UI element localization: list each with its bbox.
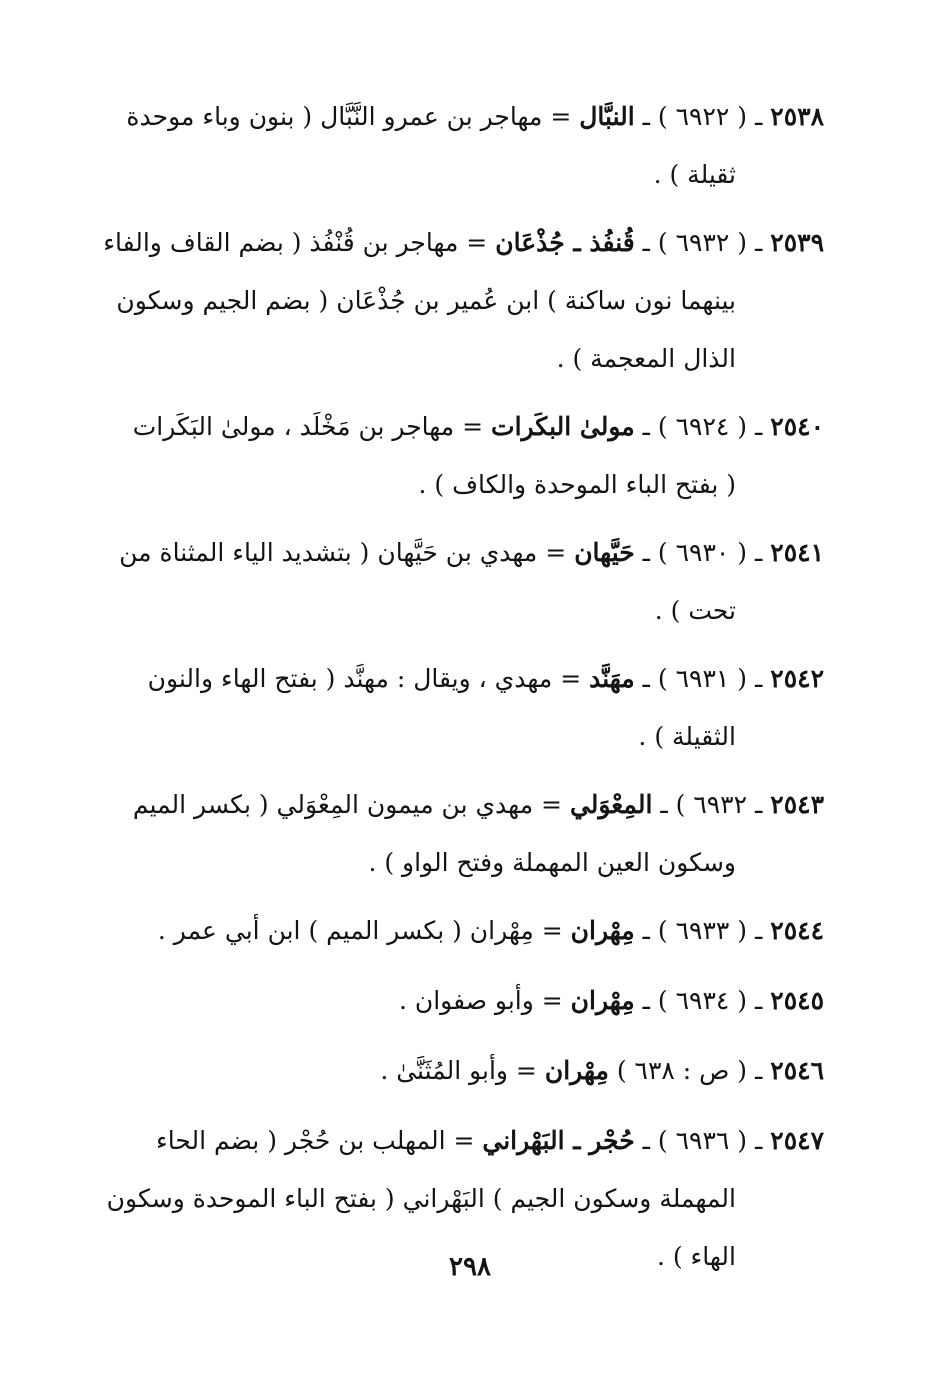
- entry: [72, 650, 824, 766]
- entry-first-line: [72, 776, 824, 834]
- entry-text: = مهاجر بن عمرو النَّبَّال ( بنون وباء موحدة: [126, 102, 572, 131]
- entry-first-line: [72, 398, 824, 456]
- entry-text: = مهاجر بن مَخْلَد ، مولىٰ البَكَرات: [132, 412, 484, 441]
- entry: [72, 1042, 824, 1100]
- entry-first-line: [72, 1042, 824, 1100]
- entry-text: = مهدي بن ميمون المِعْوَلي ( بكسر الميم: [132, 790, 562, 819]
- entry: [72, 214, 824, 388]
- entry-first-line: [72, 902, 824, 960]
- entry-continuation-line: الثقيلة ) .: [638, 722, 736, 751]
- entry-term: مِهْران: [570, 986, 635, 1015]
- entry-continuation-line: تحت ) .: [654, 596, 736, 625]
- entry-number: ٢٥٤٥: [770, 986, 824, 1015]
- entry: [72, 902, 824, 960]
- entry-number: ٢٥٤٦: [770, 1056, 824, 1085]
- entry-reference: ـ ( ٦٩٢٢ ) ـ: [642, 102, 763, 131]
- entry-reference: ـ ( ٦٩٣١ ) ـ: [642, 664, 763, 693]
- entry-text: = مِهْران ( بكسر الميم ) ابن أبي عمر .: [157, 916, 563, 945]
- entry: [72, 972, 824, 1030]
- entry-reference: ـ ( ٦٩٢٤ ) ـ: [642, 412, 763, 441]
- page-body: [72, 88, 824, 1296]
- entry-number: ٢٥٤٣: [770, 790, 824, 819]
- entry-text: = وأبو صفوان .: [398, 986, 563, 1015]
- entry-continuation-line: ( بفتح الباء الموحدة والكاف ) .: [418, 470, 736, 499]
- entry: [72, 524, 824, 640]
- entry-first-line: [72, 88, 824, 146]
- entry-term: مِهْران: [544, 1056, 609, 1085]
- entry-term: مِهْران: [570, 916, 635, 945]
- entry-term: حُجْر ـ البَهْراني: [482, 1126, 635, 1155]
- page-number: ٢٩٨: [449, 1252, 491, 1282]
- entry-reference: ـ ( ٦٩٣٦ ) ـ: [642, 1126, 763, 1155]
- entry-term: النبَّال: [579, 102, 635, 131]
- entry-text: = مهدي بن حَيَّهان ( بتشديد الياء المثناة من: [119, 538, 567, 567]
- entry-text: = المهلب بن حُجْر ( بضم الحاء: [155, 1126, 475, 1155]
- entry-number: ٢٥٤٧: [770, 1126, 824, 1155]
- entry-first-line: [72, 972, 824, 1030]
- entry-first-line: [72, 524, 824, 582]
- entry-continuation-line: المهملة وسكون الجيم ) البَهْراني ( بفتح الباء الموحدة وسكون: [106, 1184, 736, 1213]
- entry-first-line: [72, 650, 824, 708]
- entry-text: = مهاجر بن قُنْفُذ ( بضم القاف والفاء: [103, 228, 488, 257]
- entry-reference: ـ ( ٦٩٣٠ ) ـ: [642, 538, 763, 567]
- entry-continuation-line: ثقيلة ) .: [653, 160, 736, 189]
- entry-first-line: [72, 1112, 824, 1170]
- entry-number: ٢٥٤٢: [770, 664, 824, 693]
- entry-term: حَيَّهان: [574, 538, 635, 567]
- entry-number: ٢٥٤٠: [770, 412, 824, 441]
- entry-number: ٢٥٤٤: [770, 916, 824, 945]
- entry-continuation-line: الهاء ) .: [656, 1242, 736, 1271]
- entry-continuation-line: الذال المعجمة ) .: [556, 344, 736, 373]
- entry-term: قُنفُذ ـ جُذْعَان: [495, 228, 635, 257]
- entry-text: = وأبو المُثَنَّىٰ .: [380, 1056, 537, 1085]
- entry-reference: ـ ( ٦٩٣٤ ) ـ: [642, 986, 763, 1015]
- entry-number: ٢٥٣٩: [770, 228, 824, 257]
- entry-number: ٢٥٣٨: [770, 102, 824, 131]
- entry-number: ٢٥٤١: [770, 538, 824, 567]
- entry-term: المِعْوَلي: [569, 790, 653, 819]
- entry-reference: ـ ( ٦٩٣٣ ) ـ: [642, 916, 763, 945]
- entry: [72, 776, 824, 892]
- entry-continuation-line: وسكون العين المهملة وفتح الواو ) .: [368, 848, 736, 877]
- entry-reference: ـ ( ص : ٦٣٨ ): [616, 1056, 763, 1085]
- entry: [72, 88, 824, 204]
- entry-text: = مهدي ، ويقال : مهنَّد ( بفتح الهاء والنون: [147, 664, 582, 693]
- entry-term: مهَنَّد: [589, 664, 635, 693]
- entry-reference: ـ ( ٦٩٣٢ ) ـ: [642, 228, 763, 257]
- entry-term: مولىٰ البكَرات: [491, 412, 635, 441]
- entry-reference: ـ ٦٩٣٢ ) ـ: [660, 790, 763, 819]
- entry-first-line: [72, 214, 824, 272]
- entry: [72, 398, 824, 514]
- entry-continuation-line: بينهما نون ساكنة ) ابن عُمير بن جُذْعَان ( بضم الجيم وسكون: [116, 286, 736, 315]
